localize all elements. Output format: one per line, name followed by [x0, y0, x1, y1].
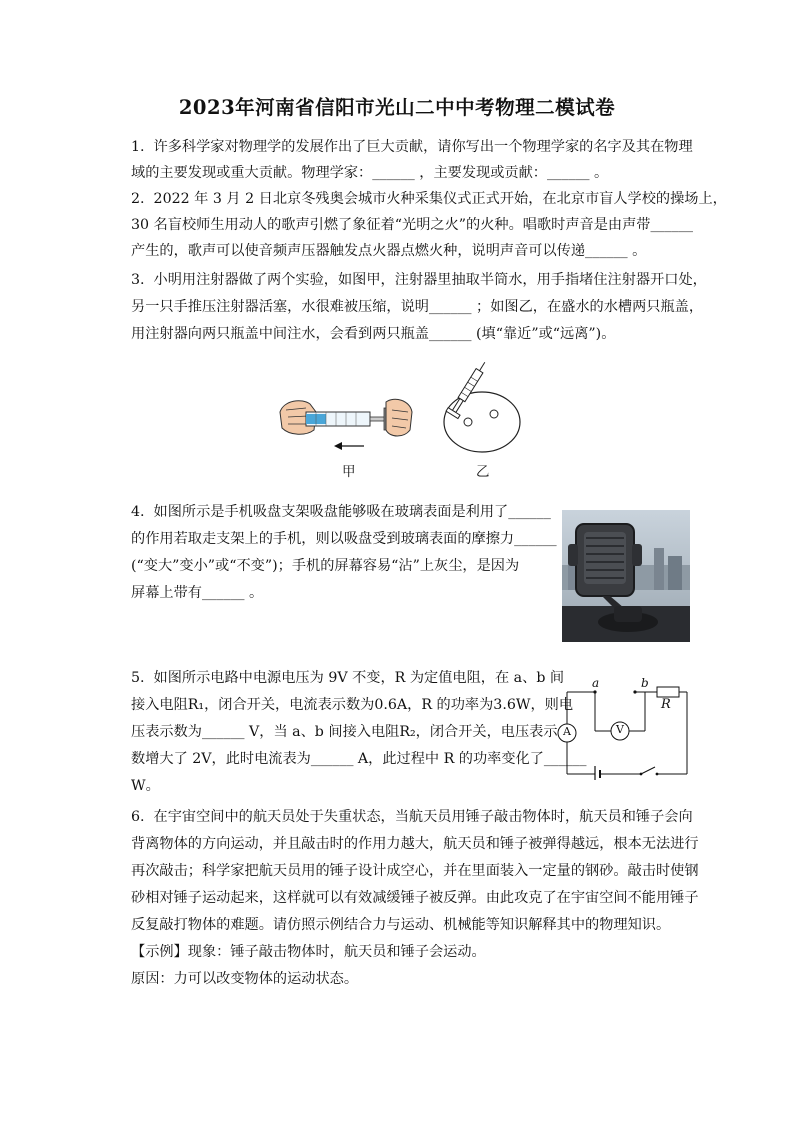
- q4-line-4: 屏幕上带有______ 。: [131, 585, 264, 601]
- q5-line-1: 5. 如图所示电路中电源电压为 9V 不变，R 为定值电阻，在 a、b 间: [131, 670, 565, 686]
- q6-example-line: 【示例】现象：锤子敲击物体时，航天员和锤子会运动。: [131, 944, 486, 960]
- q6-line-1: 6. 在宇宙空间中的航天员处于失重状态，当航天员用锤子敲击物体时，航天员和锤子会向: [131, 809, 693, 825]
- q5-line-2: 接入电阻R₁，闭合开关，电流表示数为0.6A，R 的功率为3.6W，则电: [131, 697, 574, 713]
- q6-line-4: 砂相对锤子运动起来，这样就可以有效减缓锤子被反弹。由此攻克了在宇宙空间不能用锤子: [131, 890, 699, 906]
- q3-line-3: 用注射器向两只瓶盖中间注水，会看到两只瓶盖______ (填“靠近”或“远离”)。: [131, 326, 616, 342]
- phone-holder-photo: [562, 510, 690, 642]
- q6-reason-line: 原因：力可以改变物体的运动状态。: [131, 971, 359, 987]
- q2-line-2: 30 名盲校师生用动人的歌声引燃了象征着“光明之火”的火种。唱歌时声音是由声带______: [131, 217, 694, 233]
- q6-line-5: 反复敲打物体的难题。请仿照示例结合力与运动、机械能等知识解释其中的物理知识。: [131, 917, 671, 933]
- q5-line-5: W。: [131, 778, 160, 794]
- resistor-r-label: R: [661, 697, 671, 712]
- q1-line-1: 1. 许多科学家对物理学的发展作出了巨大贡献，请你写出一个物理学家的名字及其在物理: [131, 139, 693, 155]
- q4-line-2: 的作用若取走支架上的手机，则以吸盘受到玻璃表面的摩擦力______: [131, 531, 557, 547]
- q6-line-2: 背离物体的方向运动，并且敲击时的作用力越大，航天员和锤子被弹得越远，根本无法进行: [131, 836, 699, 852]
- figure-caption-yi: 乙: [476, 464, 490, 480]
- q3-line-2: 另一只手推压注射器活塞，水很难被压缩，说明______ ；如图乙，在盛水的水槽两只瓶盖，: [131, 299, 704, 315]
- page-title: 2023年河南省信阳市光山二中中考物理二模试卷: [178, 96, 616, 119]
- q4-line-3: (“变大”变小”或“不变”)；手机的屏幕容易“沾”上灰尘，是因为: [131, 558, 520, 574]
- water-trough-figure: [436, 356, 526, 456]
- q3-line-1: 3. 小明用注射器做了两个实验，如图甲，注射器里抽取半筒水，用手指堵住注射器开口处，: [131, 272, 707, 288]
- terminal-b-label: b: [641, 676, 649, 690]
- q1-line-2: 域的主要发现或重大贡献。物理学家：______ ，主要发现或贡献：______ 。: [131, 165, 609, 181]
- q6-line-3: 再次敲击；科学家把航天员用的锤子设计成空心，并在里面装入一定量的钢砂。敲击时使钢: [131, 863, 699, 879]
- q2-line-3: 产生的，歌声可以使音频声压器触发点火器点燃火种，说明声音可以传递______ 。: [131, 243, 647, 259]
- ammeter-label: A: [563, 725, 571, 738]
- syringe-hands-figure: [276, 390, 416, 452]
- voltmeter-label: V: [616, 723, 624, 736]
- q2-line-1: 2. 2022 年 3 月 2 日北京冬残奥会城市火种采集仪式正式开始，在北京市盲人学校的操场上，: [131, 191, 727, 207]
- circuit-diagram: [555, 676, 695, 780]
- terminal-a-label: a: [592, 676, 600, 690]
- figure-caption-jia: 甲: [342, 464, 356, 480]
- q5-line-3: 压表示数为______ V，当 a、b 间接入电阻R₂，闭合开关，电压表示: [131, 724, 558, 740]
- q5-line-4: 数增大了 2V，此时电流表为______ A，此过程中 R 的功率变化了______: [131, 751, 587, 767]
- q4-line-1: 4. 如图所示是手机吸盘支架吸盘能够吸在玻璃表面是利用了______: [131, 504, 551, 520]
